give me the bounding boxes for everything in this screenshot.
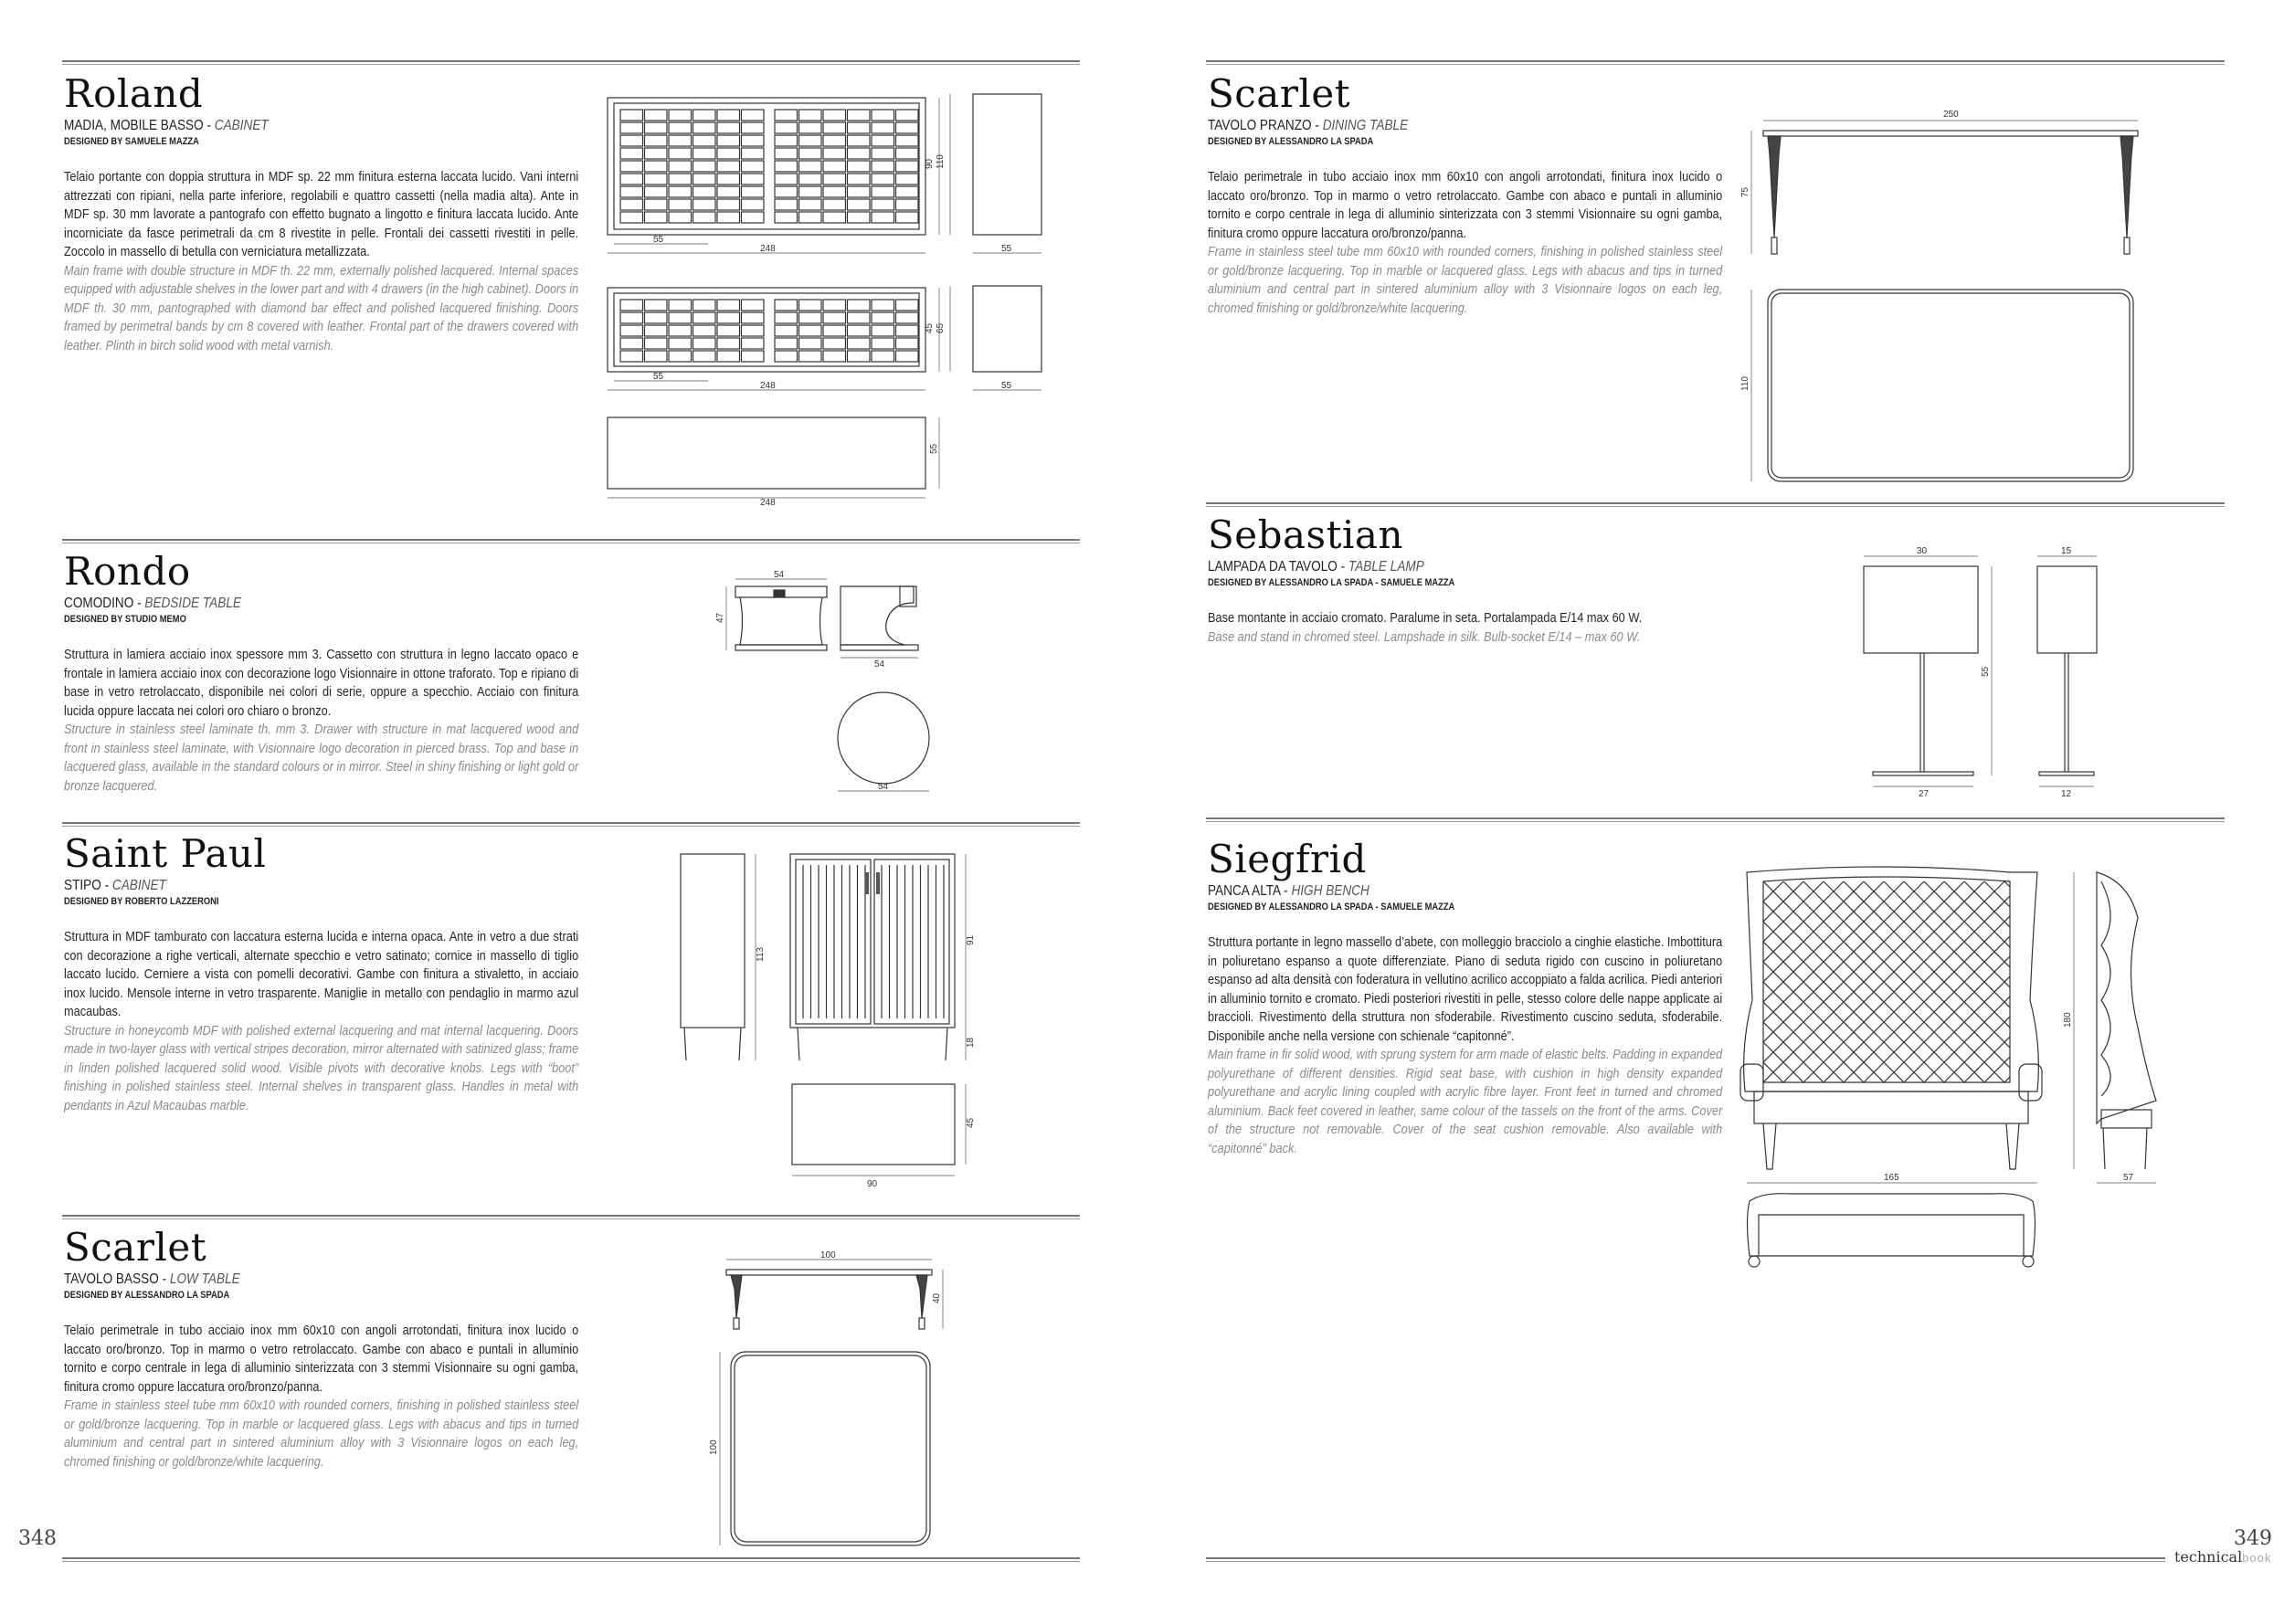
product-subtitle (64, 595, 561, 613)
product-subtitle (1208, 882, 1705, 901)
dim-label: 91 (966, 934, 976, 945)
rondo-technical-drawing (717, 566, 946, 795)
product-title: Siegfrid (1208, 837, 1367, 881)
dim-label: 248 (760, 244, 776, 254)
product-title: Scarlet (1208, 71, 1351, 116)
description-it: Telaio perimetrale in tubo acciaio inox mm 60x10 con angoli arrotondati, finitura inox lucido o laccato oro/bronzo. Top in marmo o vetro retrolaccato. Gambe con abaco e puntali in alluminio tornito e corpo centrale in lega di alluminio sinterizzata con 3 stemmi Visionnaire su ogni gamba, finitura cromo oppure laccatura oro/bronzo/panna. (1208, 170, 1723, 241)
subtitle-en: BEDSIDE TABLE (144, 596, 241, 611)
description-en: Structure in honeycomb MDF with polished external lacquering and mat internal lacquering. Doors made in two-layer glass with vertical stripes decoration, mirror alternated with satinized glass; frame in linden polished lacquered solid wood. Visible pivots with decorative knobs. Legs with “boot” finishing in polished stainless steel. Internal shelves in transparent glass. Handles in metal with pendants in Azul Macaubas marble. (64, 1023, 579, 1113)
description (64, 928, 578, 1115)
sebastian-technical-drawing (1845, 543, 2138, 799)
subtitle-en: TABLE LAMP (1348, 559, 1424, 575)
subtitle-en: HIGH BENCH (1291, 883, 1369, 899)
description-it: Telaio portante con doppia struttura in MDF sp. 22 mm finitura esterna laccata lucido. Vani interni attrezzati con ripiani, nella parte inferiore, regolabili e quattro cassetti (nella madia alta). Ante in MDF sp. 30 mm lavorate a pantografo con effetto bugnato a lingotto e finitura laccata lucido. Ante incorniciate da fasce perimetrali da cm 8 rivestite in pelle. Frontali dei cassetti rivestiti in pelle. Zoccolo in massello di betulla con verniciatura metallizzata. (64, 170, 579, 259)
dim-label: 12 (2061, 789, 2072, 799)
brand-sub: book (2242, 1551, 2272, 1565)
designer-credit: DESIGNED BY ALESSANDRO LA SPADA (64, 1290, 230, 1301)
dim-label: 100 (709, 1439, 719, 1455)
section-divider (1206, 60, 2225, 65)
dim-label: 55 (1001, 244, 1012, 254)
dim-label: 248 (760, 381, 776, 391)
entry-scarlet-dining-table (1208, 73, 1792, 318)
subtitle-it: TAVOLO BASSO - (64, 1271, 170, 1287)
description (64, 168, 578, 355)
dim-label: 55 (929, 443, 939, 454)
scarlet-low-table-technical-drawing (709, 1247, 950, 1557)
dim-label: 110 (936, 154, 946, 169)
entry-siegfrid (1208, 838, 1792, 1158)
product-subtitle (1208, 558, 1705, 576)
page-number: 348 (18, 1527, 57, 1550)
designer-credit: DESIGNED BY STUDIO MEMO (64, 614, 186, 625)
description (64, 646, 578, 796)
dim-label: 57 (2123, 1173, 2134, 1183)
subtitle-it: MADIA, MOBILE BASSO - (64, 118, 215, 133)
product-title: Saint Paul (64, 831, 267, 876)
entry-saint-paul (64, 833, 649, 1115)
dim-label: 45 (966, 1117, 976, 1128)
product-subtitle (64, 1271, 561, 1289)
section-divider (62, 1215, 1080, 1219)
roland-technical-drawing (603, 87, 1060, 507)
subtitle-en: CABINET (214, 118, 269, 133)
designer-credit: DESIGNED BY SAMUELE MAZZA (64, 136, 199, 147)
description-en: Frame in stainless steel tube mm 60x10 with rounded corners, finishing in polished stainless steel or gold/bronze lacquering. Top in marble or lacquered glass. Legs with abacus and tips in turned aluminium and central part in sintered aluminium alloy with 3 Visionnaire logos on each leg, chromed finishing or gold/bronze/white lacquering. (1208, 245, 1723, 316)
subtitle-it: LAMPADA DA TAVOLO - (1208, 559, 1348, 575)
dim-label: 54 (878, 782, 889, 792)
description-it: Struttura portante in legno massello d’abete, con molleggio bracciolo a cinghie elastiche. Imbottitura in poliuretano espanso a quote differenziate. Piano di seduta rigido con cuscino in poliuretano espanso ad alta densità con foderatura in vellutino acrilico accoppiato a falda acrilica. Piedi anteriori in alluminio tornito e cromato. Piedi posteriori rivestiti in pelle, stesso colore delle nappe applicate ai braccioli. Rivestimento della struttura non sfoderabile. Rivestimento cuscino seduta, sfoderabile. Disponibile anche nella versione con schienale “capitonné”. (1208, 935, 1723, 1044)
description (1208, 933, 1722, 1158)
section-divider (1206, 502, 2225, 507)
dim-label: 30 (1917, 546, 1928, 556)
product-subtitle (64, 877, 561, 895)
dim-label: 55 (1001, 381, 1012, 391)
subtitle-it: TAVOLO PRANZO - (1208, 118, 1323, 133)
entry-roland (64, 73, 649, 355)
footer-rule (62, 1557, 1080, 1562)
description (1208, 168, 1722, 318)
designer-credit: DESIGNED BY ALESSANDRO LA SPADA (1208, 136, 1374, 147)
description-it: Struttura in lamiera acciaio inox spessore mm 3. Cassetto con struttura in legno laccato opaco e frontale in lamiera acciaio inox con decorazione logo Visionnaire in ottone traforato. Top e ripiano di base in vetro retrolaccato, disponibile nei colori di serie, oppure a specchio. Acciaio con finitura lucida oppure laccata nei colori oro chiaro o bronzo. (64, 648, 579, 719)
dim-label: 18 (966, 1037, 976, 1048)
product-title: Sebastian (1208, 512, 1404, 557)
dim-label: 45 (925, 322, 935, 333)
description-it: Base montante in acciaio cromato. Paralume in seta. Portalampada E/14 max 60 W. (1208, 611, 1643, 626)
dim-label: 100 (820, 1250, 836, 1260)
dim-label: 165 (1884, 1173, 1899, 1183)
page-number: 349 (2234, 1527, 2272, 1550)
description-en: Main frame with double structure in MDF th. 22 mm, externally polished lacquered. Internal spaces equipped with adjustable shelves in the lower part and with 4 drawers (in the high cabinet). Doors in MDF th. 30 mm, pantographed with diamond bar effect and polished lacquered finishing. Doors framed by perimetral bands by cm 8 covered with leather. Frontal part of the drawers covered with leather. Plinth in birch solid wood with metal varnish. (64, 263, 579, 353)
subtitle-en: DINING TABLE (1322, 118, 1409, 133)
dim-label: 90 (867, 1179, 878, 1189)
description-en: Base and stand in chromed steel. Lampshade in silk. Bulb-socket E/14 – max 60 W. (1208, 629, 1641, 645)
dim-label: 75 (1740, 186, 1750, 197)
section-divider (62, 539, 1080, 543)
description-en: Frame in stainless steel tube mm 60x10 with rounded corners, finishing in polished stainless steel or gold/bronze lacquering. Top in marble or lacquered glass. Legs with abacus and tips in turned aluminium and central part in sintered aluminium alloy with 3 Visionnaire logos on each leg, chromed finishing or gold/bronze/white lacquering. (64, 1398, 579, 1470)
subtitle-it: COMODINO - (64, 596, 145, 611)
siegfrid-technical-drawing (1736, 863, 2211, 1302)
dim-label: 65 (936, 322, 946, 333)
dim-label: 55 (653, 235, 664, 245)
dim-label: 248 (760, 498, 776, 508)
subtitle-it: STIPO - (64, 878, 112, 893)
dim-label: 90 (925, 158, 935, 169)
dim-label: 55 (653, 372, 664, 382)
description (64, 1322, 578, 1471)
footer-rule (1206, 1557, 2165, 1562)
right-page (1142, 0, 2284, 1624)
dim-label: 47 (715, 612, 725, 623)
dim-label: 27 (1919, 789, 1930, 799)
brand-logo (2174, 1548, 2271, 1566)
designer-credit: DESIGNED BY ALESSANDRO LA SPADA - SAMUELE MAZZA (1208, 577, 1455, 588)
subtitle-en: CABINET (111, 878, 166, 893)
description-en: Main frame in fir solid wood, with sprung system for arm made of elastic belts. Padding in expanded polyurethane of different densities. Rigid seat base, with cushion in high density expanded polyurethane and acrylic lining coupled with acrylic fibre layer. Front feet in turned and chromed aluminium. Back feet covered in leather, same colour of the tassels on the front of the arms. Cover of the structure not removable. Cover of the seat cushion removable. Also available with “capitonné” back. (1208, 1048, 1723, 1156)
section-divider (62, 822, 1080, 827)
saint-paul-technical-drawing (671, 845, 982, 1192)
product-subtitle (64, 117, 561, 135)
entry-rondo (64, 551, 649, 796)
dim-label: 54 (874, 659, 885, 670)
dim-label: 250 (1943, 110, 1959, 120)
dim-label: 40 (932, 1292, 942, 1303)
subtitle-it: PANCA ALTA - (1208, 883, 1292, 899)
dim-label: 55 (1981, 666, 1991, 677)
dim-label: 54 (774, 570, 785, 580)
scarlet-dining-table-technical-drawing (1731, 100, 2170, 493)
subtitle-en: LOW TABLE (169, 1271, 240, 1287)
designer-credit: DESIGNED BY ALESSANDRO LA SPADA - SAMUELE MAZZA (1208, 902, 1455, 912)
designer-credit: DESIGNED BY ROBERTO LAZZERONI (64, 896, 219, 907)
description-en: Structure in stainless steel laminate th. mm 3. Drawer with structure in mat lacquered wood and front in stainless steel laminate, with Visionnaire logo decoration in pierced brass. Top and base in lacquered glass, available in the standard colours or in mirror. Steel in shiny finishing or light gold or bronze lacquered. (64, 722, 579, 794)
product-subtitle (1208, 117, 1705, 135)
product-title: Scarlet (64, 1225, 207, 1270)
description-it: Telaio perimetrale in tubo acciaio inox mm 60x10 con angoli arrotondati, finitura inox lucido o laccato oro/bronzo. Top in marmo o vetro retrolaccato. Gambe con abaco e puntali in alluminio tornito e corpo centrale in lega di alluminio sinterizzata con 3 stemmi Visionnaire su ogni gamba, finitura cromo oppure laccatura oro/bronzo/panna. (64, 1323, 579, 1395)
product-title: Rondo (64, 549, 191, 594)
dim-label: 180 (2063, 1012, 2073, 1028)
section-divider (62, 60, 1080, 65)
dim-label: 110 (1740, 376, 1750, 391)
dim-label: 113 (756, 947, 766, 962)
brand-main: technical (2174, 1548, 2243, 1566)
entry-sebastian (1208, 514, 1792, 647)
description-it: Struttura in MDF tamburato con laccatura esterna lucida e interna opaca. Ante in vetro a due strati con decorazione a righe verticali, alternate specchio e vetro satinato; cornice in massello di tiglio laccato lucido. Cerniere a vista con pomelli decorativi. Gambe con finitura a stivaletto, in acciaio inox lucido. Mensole interne in vetro trasparente. Maniglie in metallo con pendaglio in marmo azul macaubas. (64, 930, 579, 1019)
section-divider (1206, 817, 2225, 822)
entry-scarlet-low-table (64, 1227, 649, 1471)
dim-label: 15 (2061, 546, 2072, 556)
description (1208, 609, 1722, 647)
product-title: Roland (64, 71, 204, 116)
